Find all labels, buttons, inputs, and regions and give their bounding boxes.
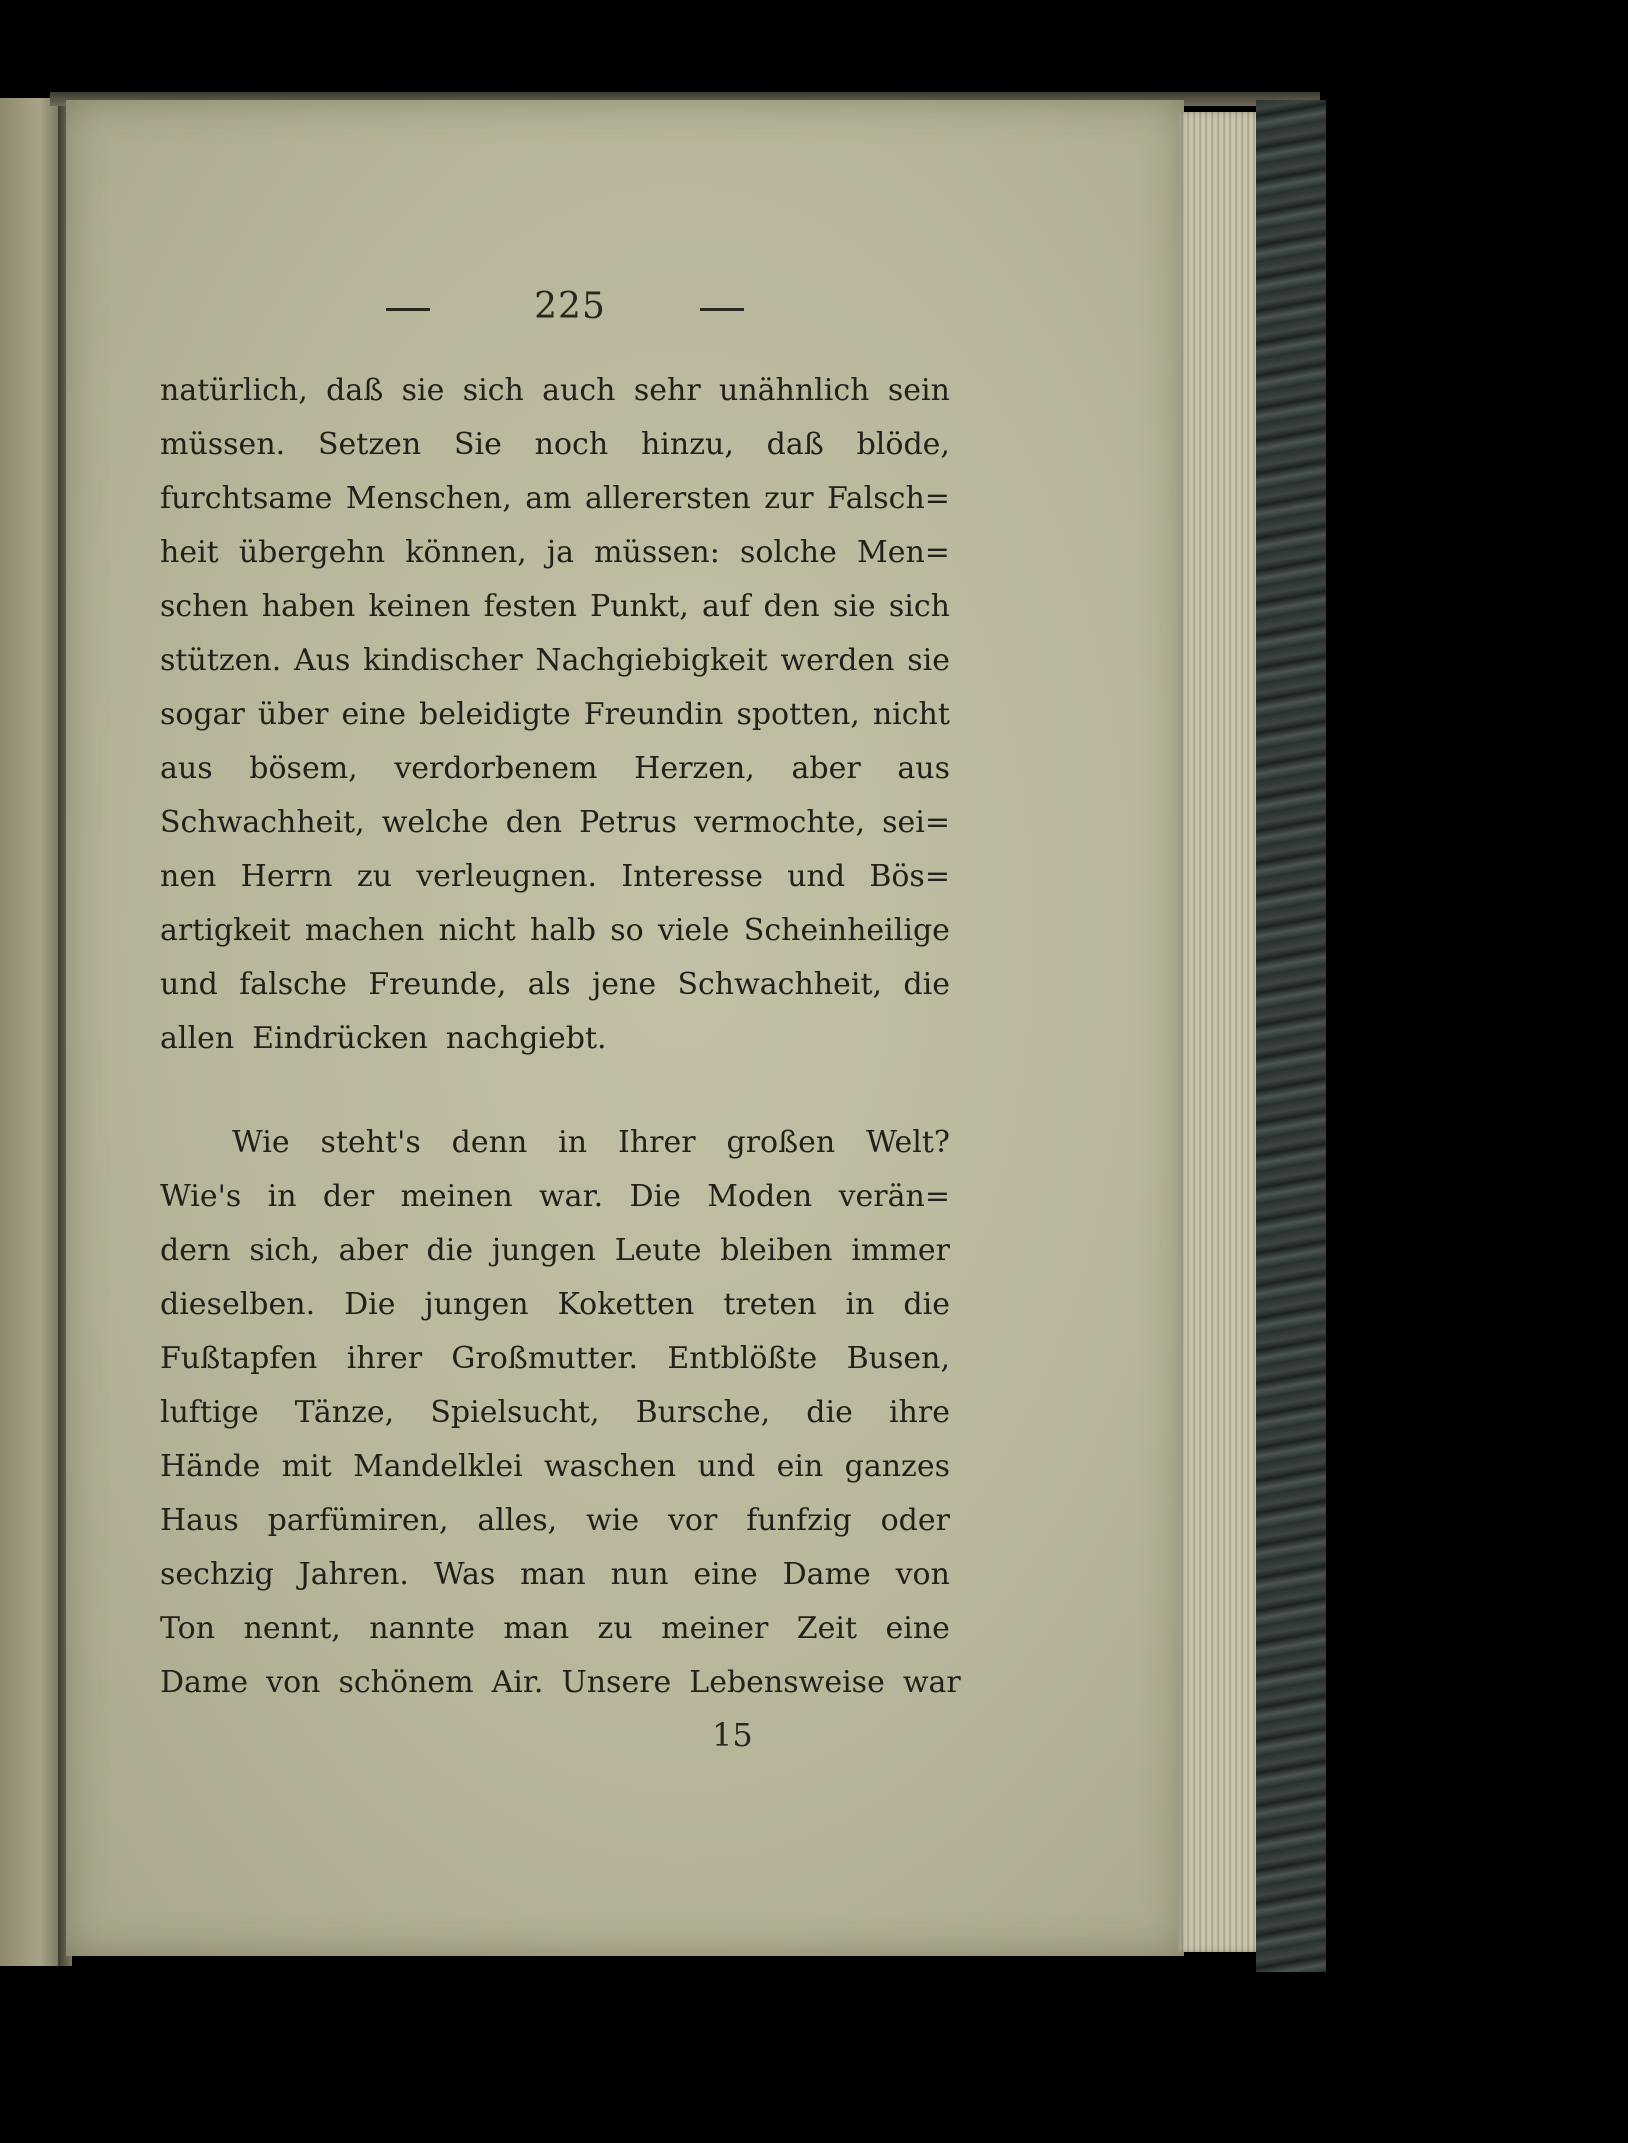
text-line: dieselben. Die jungen Koketten treten in die (160, 1287, 950, 1322)
text-line: allen Eindrücken nachgiebt. (160, 1021, 607, 1056)
text-line: Wie's in der meinen war. Die Moden verän= (160, 1179, 950, 1214)
page-number: 225 (534, 286, 606, 327)
page-block-edges (1178, 112, 1258, 1952)
text-line: schen haben keinen festen Punkt, auf den sie sich (160, 589, 950, 624)
text-line: und falsche Freunde, als jene Schwachheit, die (160, 967, 950, 1002)
text-line: furchtsame Menschen, am allerersten zur Falsch= (160, 481, 950, 516)
text-line: dern sich, aber die jungen Leute bleiben immer (160, 1233, 950, 1268)
signature-mark: 15 (712, 1716, 753, 1754)
text-line: sogar über eine beleidigte Freundin spotten, nicht (160, 697, 950, 732)
text-line: Ton nennt, nannte man zu meiner Zeit eine (160, 1611, 950, 1646)
text-line: müssen. Setzen Sie noch hinzu, daß blöde, (160, 427, 950, 462)
text-line: Schwachheit, welche den Petrus vermochte, sei= (160, 805, 950, 840)
paragraph-1 (160, 364, 950, 1066)
text-line: Hände mit Mandelklei waschen und ein ganzes (160, 1449, 950, 1484)
paragraph-2 (160, 1116, 961, 1710)
text-line: aus bösem, verdorbenem Herzen, aber aus (160, 751, 950, 786)
marbled-cover (1256, 100, 1326, 1972)
text-line: nen Herrn zu verleugnen. Interesse und Bös= (160, 859, 950, 894)
body-text (160, 364, 961, 1710)
text-line: artigkeit machen nicht halb so viele Scheinheilige (160, 913, 950, 948)
text-line: luftige Tänze, Spielsucht, Bursche, die ihre (160, 1395, 950, 1430)
text-line: Dame von schönem Air. Unsere Lebensweise war (160, 1665, 961, 1700)
text-line: stützen. Aus kindischer Nachgiebigkeit werden sie (160, 643, 950, 678)
text-line: Wie steht's denn in Ihrer großen Welt? (232, 1125, 950, 1160)
header-dash-right (700, 308, 744, 311)
running-head (380, 286, 760, 336)
paragraph-gap (160, 1066, 950, 1116)
header-dash-left (386, 308, 430, 311)
text-line: Fußtapfen ihrer Großmutter. Entblößte Busen, (160, 1341, 950, 1376)
text-line: sechzig Jahren. Was man nun eine Dame von (160, 1557, 950, 1592)
text-line: Haus parfümiren, alles, wie vor funfzig oder (160, 1503, 950, 1538)
text-line: heit übergehn können, ja müssen: solche Men= (160, 535, 950, 570)
text-line: natürlich, daß sie sich auch sehr unähnlich sein (160, 373, 950, 408)
previous-page-edge (0, 98, 66, 1966)
